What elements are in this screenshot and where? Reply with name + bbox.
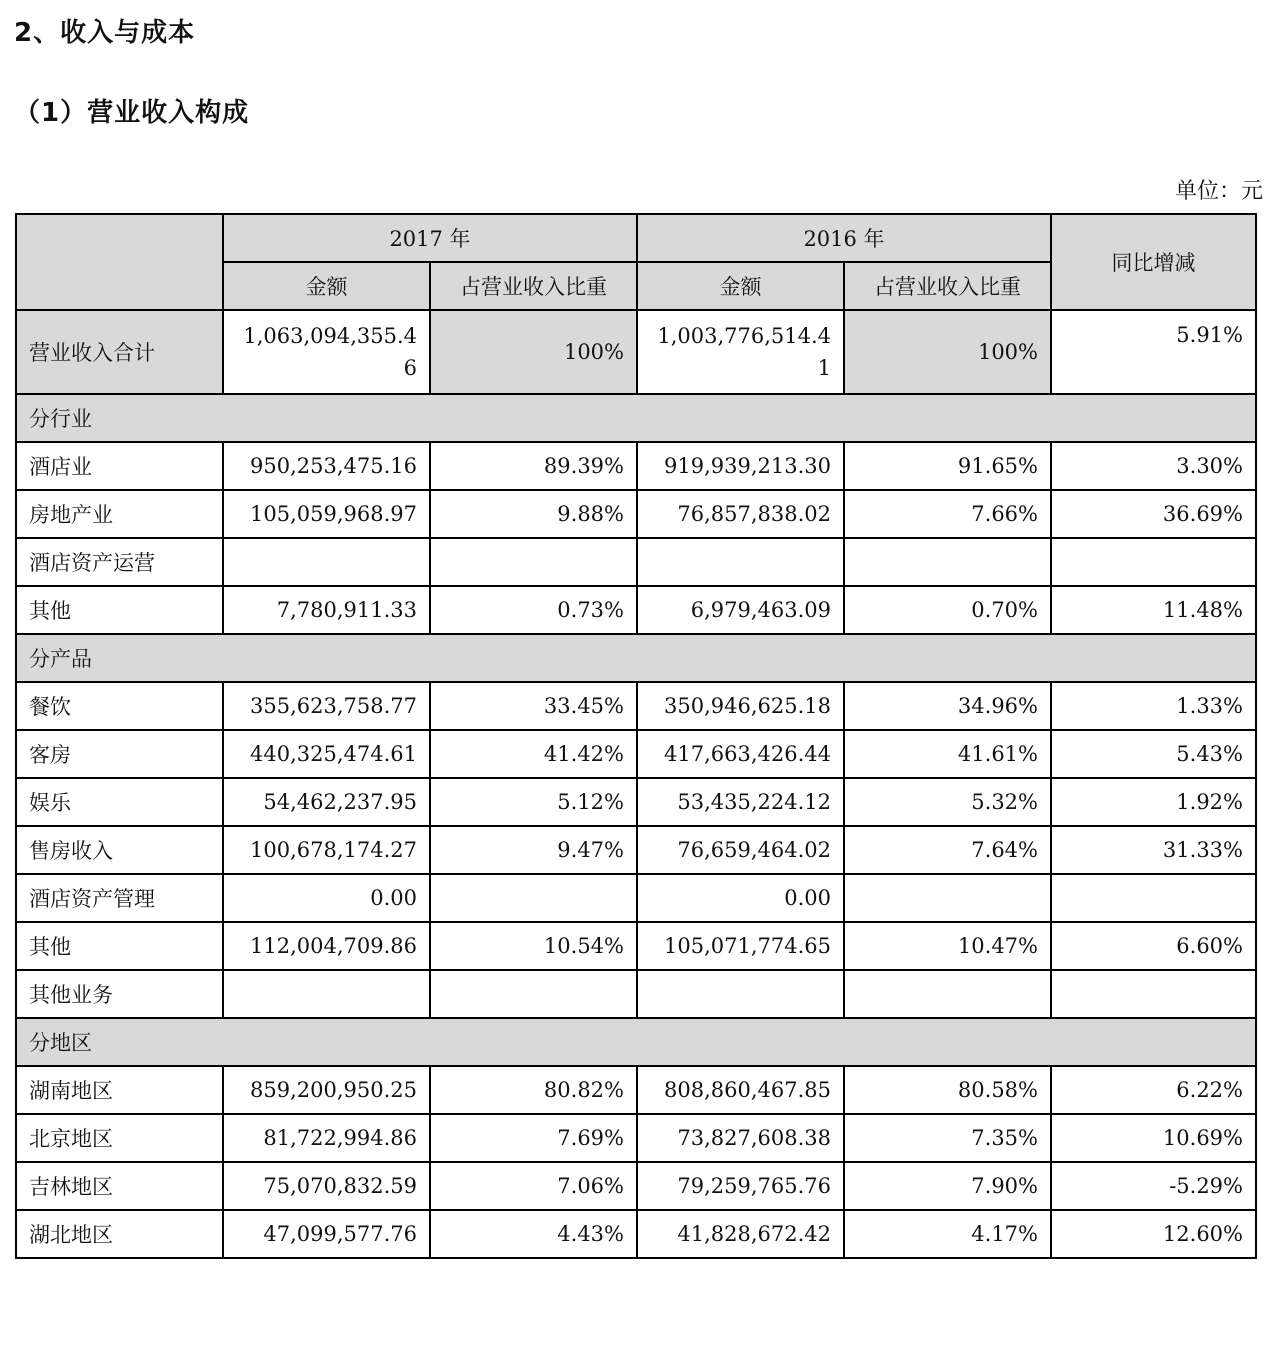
amount-2016-cell: 79,259,765.76 xyxy=(637,1162,844,1210)
ratio-2016-cell: 34.96% xyxy=(844,682,1051,730)
header-ratio-2016: 占营业收入比重 xyxy=(844,262,1051,310)
ratio-2017-cell: 10.54% xyxy=(430,922,637,970)
ratio-2017-cell: 80.82% xyxy=(430,1066,637,1114)
ratio-2016-cell xyxy=(844,970,1051,1018)
row-label: 酒店资产运营 xyxy=(16,538,223,586)
amount-2016-cell: 53,435,224.12 xyxy=(637,778,844,826)
amount-2016-cell: 919,939,213.30 xyxy=(637,442,844,490)
amount-2017-cell xyxy=(223,970,430,1018)
total-yoy-change: 5.91% xyxy=(1051,310,1256,394)
table-row xyxy=(16,874,1256,922)
table-row xyxy=(16,1162,1256,1210)
ratio-2017-cell: 0.73% xyxy=(430,586,637,634)
header-amount-2017: 金额 xyxy=(223,262,430,310)
group-header-row xyxy=(16,634,1256,682)
row-label: 吉林地区 xyxy=(16,1162,223,1210)
header-corner-cell xyxy=(16,214,223,310)
ratio-2017-cell: 5.12% xyxy=(430,778,637,826)
unit-label: 单位：元 xyxy=(1174,179,1263,204)
ratio-2017-cell: 9.88% xyxy=(430,490,637,538)
amount-2016-cell: 105,071,774.65 xyxy=(637,922,844,970)
amount-2017-cell: 440,325,474.61 xyxy=(223,730,430,778)
table-row xyxy=(16,970,1256,1018)
sub-heading: （1）营业收入构成 xyxy=(14,98,250,128)
ratio-2016-cell: 7.90% xyxy=(844,1162,1051,1210)
amount-2016-cell: 6,979,463.09 xyxy=(637,586,844,634)
yoy-change-cell: 3.30% xyxy=(1051,442,1256,490)
yoy-change-cell: 5.43% xyxy=(1051,730,1256,778)
amount-2017-cell: 75,070,832.59 xyxy=(223,1162,430,1210)
ratio-2017-cell: 7.69% xyxy=(430,1114,637,1162)
amount-2017-cell xyxy=(223,538,430,586)
table-row xyxy=(16,538,1256,586)
yoy-change-cell xyxy=(1051,538,1256,586)
amount-2016-cell: 41,828,672.42 xyxy=(637,1210,844,1258)
amount-2016-cell: 76,659,464.02 xyxy=(637,826,844,874)
amount-2017-cell: 859,200,950.25 xyxy=(223,1066,430,1114)
total-amount-2016: 1,003,776,514.41 xyxy=(637,310,844,394)
ratio-2016-cell: 41.61% xyxy=(844,730,1051,778)
total-amount-2017: 1,063,094,355.46 xyxy=(223,310,430,394)
amount-2016-cell xyxy=(637,538,844,586)
yoy-change-cell: 10.69% xyxy=(1051,1114,1256,1162)
amount-2016-cell xyxy=(637,970,844,1018)
header-ratio-2017: 占营业收入比重 xyxy=(430,262,637,310)
row-label: 湖北地区 xyxy=(16,1210,223,1258)
amount-2017-cell: 0.00 xyxy=(223,874,430,922)
table-row xyxy=(16,778,1256,826)
amount-2017-cell: 81,722,994.86 xyxy=(223,1114,430,1162)
amount-2017-cell: 950,253,475.16 xyxy=(223,442,430,490)
group-title: 分地区 xyxy=(16,1018,1256,1066)
ratio-2017-cell: 4.43% xyxy=(430,1210,637,1258)
ratio-2017-cell: 89.39% xyxy=(430,442,637,490)
yoy-change-cell: 6.22% xyxy=(1051,1066,1256,1114)
yoy-change-cell: -5.29% xyxy=(1051,1162,1256,1210)
ratio-2017-cell: 7.06% xyxy=(430,1162,637,1210)
amount-2016-cell: 417,663,426.44 xyxy=(637,730,844,778)
row-label: 湖南地区 xyxy=(16,1066,223,1114)
header-year-2017: 2017 年 xyxy=(223,214,637,262)
table-row xyxy=(16,442,1256,490)
ratio-2016-cell xyxy=(844,874,1051,922)
amount-2016-cell: 808,860,467.85 xyxy=(637,1066,844,1114)
amount-2017-cell: 7,780,911.33 xyxy=(223,586,430,634)
row-label: 售房收入 xyxy=(16,826,223,874)
ratio-2016-cell: 7.35% xyxy=(844,1114,1051,1162)
group-header-row xyxy=(16,394,1256,442)
ratio-2016-cell: 4.17% xyxy=(844,1210,1051,1258)
row-label: 客房 xyxy=(16,730,223,778)
amount-2017-cell: 54,462,237.95 xyxy=(223,778,430,826)
row-label: 酒店业 xyxy=(16,442,223,490)
amount-2016-cell: 73,827,608.38 xyxy=(637,1114,844,1162)
table-row xyxy=(16,682,1256,730)
ratio-2016-cell: 7.64% xyxy=(844,826,1051,874)
group-title: 分行业 xyxy=(16,394,1256,442)
ratio-2017-cell: 33.45% xyxy=(430,682,637,730)
section-heading: 2、收入与成本 xyxy=(14,18,196,48)
yoy-change-cell: 1.92% xyxy=(1051,778,1256,826)
amount-2016-cell: 0.00 xyxy=(637,874,844,922)
yoy-change-cell: 11.48% xyxy=(1051,586,1256,634)
ratio-2016-cell: 5.32% xyxy=(844,778,1051,826)
yoy-change-cell xyxy=(1051,970,1256,1018)
row-label: 娱乐 xyxy=(16,778,223,826)
yoy-change-cell: 6.60% xyxy=(1051,922,1256,970)
total-row xyxy=(16,310,1256,394)
amount-2016-cell: 350,946,625.18 xyxy=(637,682,844,730)
yoy-change-cell xyxy=(1051,874,1256,922)
row-label: 酒店资产管理 xyxy=(16,874,223,922)
table-row xyxy=(16,730,1256,778)
amount-2017-cell: 112,004,709.86 xyxy=(223,922,430,970)
header-yoy-change: 同比增减 xyxy=(1051,214,1256,310)
table-row xyxy=(16,490,1256,538)
group-header-row xyxy=(16,1018,1256,1066)
total-ratio-2016: 100% xyxy=(844,310,1051,394)
table-row xyxy=(16,826,1256,874)
ratio-2017-cell xyxy=(430,874,637,922)
ratio-2016-cell: 0.70% xyxy=(844,586,1051,634)
ratio-2016-cell: 10.47% xyxy=(844,922,1051,970)
amount-2017-cell: 355,623,758.77 xyxy=(223,682,430,730)
amount-2017-cell: 47,099,577.76 xyxy=(223,1210,430,1258)
row-label: 北京地区 xyxy=(16,1114,223,1162)
yoy-change-cell: 36.69% xyxy=(1051,490,1256,538)
total-label: 营业收入合计 xyxy=(16,310,223,394)
table-row xyxy=(16,586,1256,634)
header-year-2016: 2016 年 xyxy=(637,214,1051,262)
yoy-change-cell: 12.60% xyxy=(1051,1210,1256,1258)
ratio-2017-cell: 41.42% xyxy=(430,730,637,778)
ratio-2016-cell: 80.58% xyxy=(844,1066,1051,1114)
row-label: 餐饮 xyxy=(16,682,223,730)
ratio-2016-cell: 91.65% xyxy=(844,442,1051,490)
ratio-2017-cell xyxy=(430,970,637,1018)
row-label: 房地产业 xyxy=(16,490,223,538)
amount-2017-cell: 100,678,174.27 xyxy=(223,826,430,874)
table-row xyxy=(16,1066,1256,1114)
group-title: 分产品 xyxy=(16,634,1256,682)
row-label: 其他业务 xyxy=(16,970,223,1018)
ratio-2016-cell: 7.66% xyxy=(844,490,1051,538)
row-label: 其他 xyxy=(16,922,223,970)
ratio-2016-cell xyxy=(844,538,1051,586)
ratio-2017-cell: 9.47% xyxy=(430,826,637,874)
revenue-table xyxy=(15,213,1257,1259)
yoy-change-cell: 1.33% xyxy=(1051,682,1256,730)
table-row xyxy=(16,1210,1256,1258)
ratio-2017-cell xyxy=(430,538,637,586)
row-label: 其他 xyxy=(16,586,223,634)
total-ratio-2017: 100% xyxy=(430,310,637,394)
table-row xyxy=(16,1114,1256,1162)
yoy-change-cell: 31.33% xyxy=(1051,826,1256,874)
table-row xyxy=(16,922,1256,970)
header-amount-2016: 金额 xyxy=(637,262,844,310)
amount-2016-cell: 76,857,838.02 xyxy=(637,490,844,538)
amount-2017-cell: 105,059,968.97 xyxy=(223,490,430,538)
